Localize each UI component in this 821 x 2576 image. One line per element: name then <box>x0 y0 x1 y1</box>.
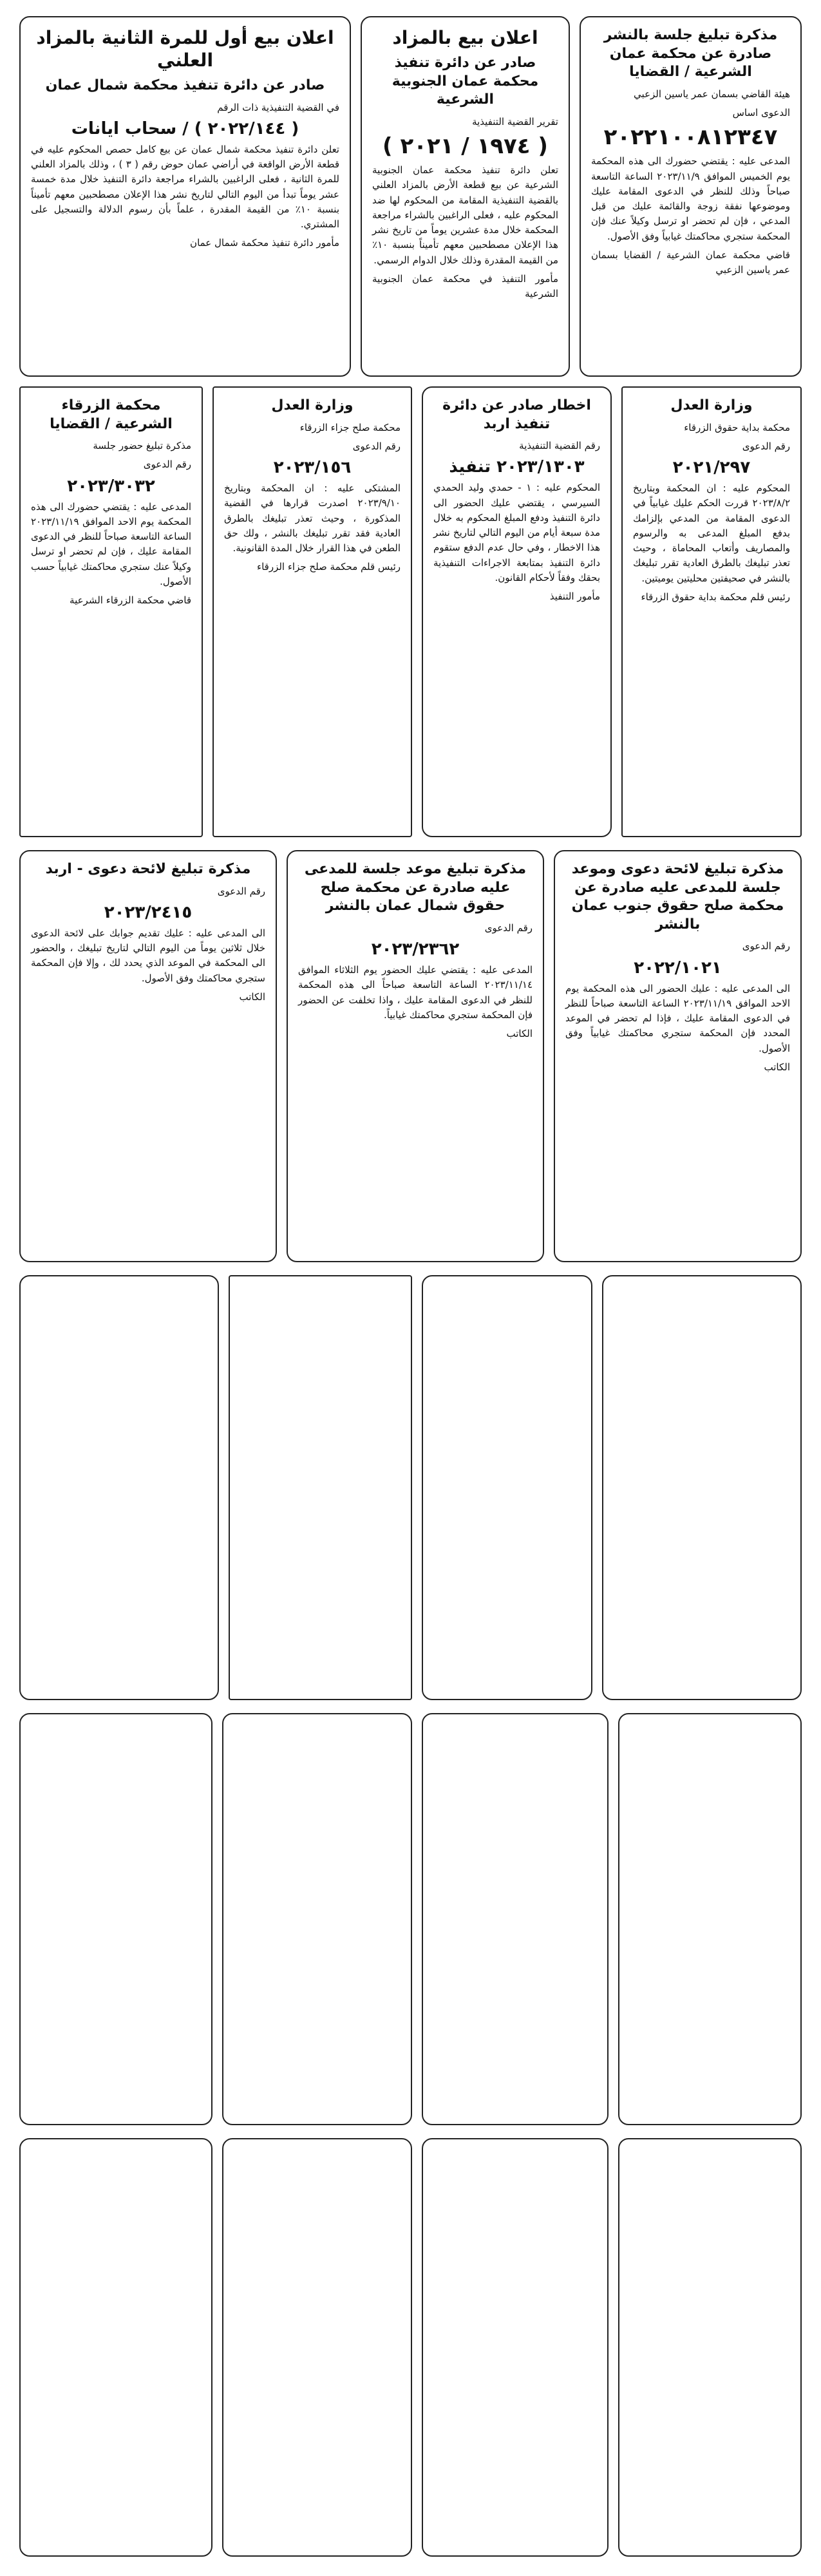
notice-title: مذكرة تبليغ موعد جلسة للمدعى عليه صادرة عن محكمة صلح حقوق شمال عمان بالنشر <box>304 861 527 914</box>
notice-body: المحكوم عليه : ان المحكمة وبتاريخ ٢٠٢٣/٨/٢ قررت الحكم عليك غيابياً في الدعوى المقامة من المدعي بإلزامك بدفع المبلغ المدعى به والرسوم والمصاريف وأتعاب المحاماة ، وحيث تعذر تبليغك بالطرق العادية تقرر تبليغك بالنشر في صحيفتين محليتين يوميتين. <box>633 482 790 584</box>
case-label: في القضية التنفيذية ذات الرقم <box>217 101 339 113</box>
notice-body: المدعى عليه : يقتضي عليك الحضور يوم الثلاثاء الموافق ٢٠٢٣/١١/١٤ الساعة التاسعة صباحاً الى هذه المحكمة للنظر في الدعوى المقامة عليك ، واذا تخلفت عن الحضور فإن المحكمة ستجري محاكمتك غيابياً. <box>298 964 533 1021</box>
notice-card-frame <box>222 1713 412 2125</box>
notice-card-frame <box>422 1713 609 2125</box>
case-number: ( ٢٠٢٢/١٤٤ ) / سحاب ايانات <box>71 118 299 138</box>
notice-footer: رئيس قلم محكمة بداية حقوق الزرقاء <box>641 591 790 603</box>
notice-body: تعلن دائرة تنفيذ محكمة عمان الجنوبية الشرعية عن بيع قطعة الأرض بالمزاد العلني بالقضية التنفيذية المقامة من المحكوم لها ضد المحكوم عليه ، فعلى الراغبين بالشراء مراجعة المحكمة خلال مدة عشرين يوماً من تاريخ نشر هذا الإعلان مصطحبين معهم تأميناً بنسبة ١٠٪ من القيمة المقدرة وذلك خلال الدوام الرسمي. <box>372 164 558 266</box>
notice-card-frame <box>229 1275 412 1700</box>
notice-subtitle: مذكرة تبليغ حضور جلسة <box>93 440 191 452</box>
notice-subtitle: صادر عن دائرة تنفيذ محكمة عمان الجنوبية الشرعية <box>392 55 539 108</box>
notice-card <box>621 386 802 837</box>
notice-card-frame <box>422 2138 609 2557</box>
notice-title: اعلان بيع أول للمرة الثانية بالمزاد العلني <box>36 27 334 71</box>
notice-footer: مأمور دائرة تنفيذ محكمة شمال عمان <box>190 237 339 249</box>
notice-body: المشتكى عليه : ان المحكمة وبتاريخ ٢٠٢٣/٩/١٠ اصدرت قرارها في القضية المذكورة ، وحيث تعذر تبليغك بالطرق العادية فقد تقرر تبليغك بالنشر ، ولك حق الطعن في هذا القرار خلال المدة القانونية. <box>224 482 401 554</box>
case-number: ٢٠٢٣/٢٣٦٢ <box>371 940 460 960</box>
notice-subtitle: صادر عن دائرة تنفيذ محكمة شمال عمان <box>45 77 325 93</box>
notice-subtitle: هيئة القاضي بسمان عمر ياسين الزعبي <box>634 88 790 100</box>
notice-card <box>287 850 544 1262</box>
case-number: ٢٠٢٣/٣٠٣٢ <box>67 476 155 496</box>
notice-card <box>422 386 612 837</box>
notice-footer: مأمور التنفيذ في محكمة عمان الجنوبية الشرعية <box>372 272 558 300</box>
notice-card <box>580 16 802 377</box>
notice-body: المدعى عليه : يقتضي حضورك الى هذه المحكمة يوم الاحد الموافق ٢٠٢٣/١١/١٩ الساعة التاسعة صباحاً للنظر في الدعوى المقامة عليك ، فإن لم تحضر او ترسل وكيلاً عنك ستجري محاكمتك غيابياً حسب الأصول. <box>31 500 191 587</box>
notice-title: اخطار صادر عن دائرة تنفيذ اربد <box>442 397 591 432</box>
notice-body: المحكوم عليه : ١ - حمدي وليد الحمدي السيرسي ، يقتضي عليك الحضور الى دائرة التنفيذ ودفع المبلغ المحكوم به خلال مدة سبعة أيام من اليوم التالي لتاريخ نشر هذا الاخطار ، وفي حال عدم الدفع ستقوم دائرة التنفيذ بمتابعة الاجراءات التنفيذية بحقك وفقاً لأحكام القانون. <box>433 482 600 583</box>
notice-title: مذكرة تبليغ لائحة دعوى وموعد جلسة للمدعى عليه صادرة عن محكمة صلح حقوق جنوب عمان بالنشر <box>571 861 784 933</box>
notice-title: اعلان بيع بالمزاد <box>392 27 538 48</box>
case-number: ٢٠٢٢/١٠٢١ <box>634 958 722 978</box>
notice-card-frame <box>19 1713 212 2125</box>
notice-footer: مأمور التنفيذ <box>549 591 600 603</box>
notice-card <box>212 386 412 837</box>
notice-subtitle: رقم القضية التنفيذية <box>519 440 600 452</box>
case-label: رقم الدعوى <box>742 440 790 452</box>
notice-subtitle: محكمة صلح جزاء الزرقاء <box>299 421 401 433</box>
notice-title: وزارة العدل <box>670 397 753 413</box>
notice-footer: قاضي محكمة عمان الشرعية / القضايا بسمان عمر ياسين الزعبي <box>591 249 790 276</box>
notice-card <box>19 386 203 837</box>
notice-card-frame <box>618 2138 802 2557</box>
case-label: رقم الدعوى <box>352 440 401 452</box>
notice-card-frame <box>19 2138 212 2557</box>
notice-card <box>19 850 277 1262</box>
notice-body: تعلن دائرة تنفيذ محكمة شمال عمان عن بيع كامل حصص المحكوم عليه في قطعة الأرض الواقعة في أراضي عمان حوض رقم ( ٣ ) ، وذلك بالمزاد العلني للمرة الثانية ، فعلى الراغبين بالشراء مراجعة دائرة التنفيذ خلال مدة خمسة عشر يوماً تبدأ من اليوم التالي لتاريخ نشر هذا الإعلان مصطحبين معهم تأميناً بنسبة ١٠٪ من القيمة المقدرة ، علماً بأن رسوم الدلالة والتسجيل على المشتري. <box>31 143 340 231</box>
notice-card-frame <box>602 1275 802 1700</box>
notice-body: المدعى عليه : يقتضي حضورك الى هذه المحكمة يوم الخميس الموافق ٢٠٢٣/١١/٩ الساعة التاسعة صباحاً وذلك للنظر في الدعوى المقامة عليك وموضوعها نفقة زوجة والقائمة عليك من قبل المدعي ، فإن لم تحضر او ترسل وكيلاً عنك فإن المحكمة ستجري محاكمتك غيابياً وفق الأصول. <box>591 155 791 242</box>
notice-subtitle: رقم الدعوى <box>742 940 790 952</box>
notice-subtitle: محكمة بداية حقوق الزرقاء <box>684 421 790 433</box>
case-label: تقرير القضية التنفيذية <box>472 115 558 128</box>
notice-title: مذكرة تبليغ جلسة بالنشر صادرة عن محكمة عمان الشرعية / القضايا <box>603 27 778 80</box>
notice-body: الى المدعى عليه : عليك الحضور الى هذه المحكمة يوم الاحد الموافق ٢٠٢٣/١١/١٩ الساعة التاسعة صباحاً للنظر في الدعوى المقامة عليك ، فإذا لم تحضر في الموعد المحدد فإن المحكمة ستجري محاكمتك غيابياً وفق الأصول. <box>565 982 790 1054</box>
case-number: ( ١٩٧٤ / ٢٠٢١ ) <box>382 133 548 160</box>
case-number: ٢٠٢٣/١٣٠٣ تنفيذ <box>449 457 585 477</box>
case-number: ٢٠٢١/٢٩٧ <box>672 458 751 478</box>
notice-body: الى المدعى عليه : عليك تقديم جوابك على لائحة الدعوى خلال ثلاثين يوماً من اليوم التالي لتاريخ تبليغك ، والحضور الى المحكمة في الموعد الذي يحدد لك ، وإلا فإن المحكمة ستجري محاكمتك وفق الأصول. <box>31 927 265 984</box>
notice-title: مذكرة تبليغ لائحة دعوى - اربد <box>45 861 251 877</box>
case-number: ٢٠٢٢١٠٠٨١٢٣٤٧ <box>603 124 778 151</box>
notice-card <box>361 16 570 377</box>
notice-card-frame <box>19 1275 219 1700</box>
notice-footer: قاضي محكمة الزرقاء الشرعية <box>70 594 191 607</box>
notice-subtitle: رقم الدعوى <box>484 922 533 934</box>
notice-card-frame <box>422 1275 592 1700</box>
case-label: الدعوى اساس <box>732 107 790 119</box>
notice-card-frame <box>618 1713 802 2125</box>
notice-card-frame <box>222 2138 412 2557</box>
case-number: ٢٠٢٣/١٥٦ <box>273 458 352 478</box>
notice-footer: الكاتب <box>239 990 265 1003</box>
notice-footer: الكاتب <box>764 1061 790 1073</box>
case-label: رقم الدعوى <box>143 459 191 471</box>
notice-card <box>19 16 351 377</box>
notice-subtitle: رقم الدعوى <box>217 885 265 897</box>
notice-title: محكمة الزرقاء الشرعية / القضايا <box>50 397 173 432</box>
notice-footer: رئيس قلم محكمة صلح جزاء الزرقاء <box>257 561 401 573</box>
notice-footer: الكاتب <box>506 1028 533 1040</box>
notice-card <box>554 850 802 1262</box>
case-number: ٢٠٢٣/٢٤١٥ <box>104 902 193 922</box>
notice-title: وزارة العدل <box>271 397 354 413</box>
